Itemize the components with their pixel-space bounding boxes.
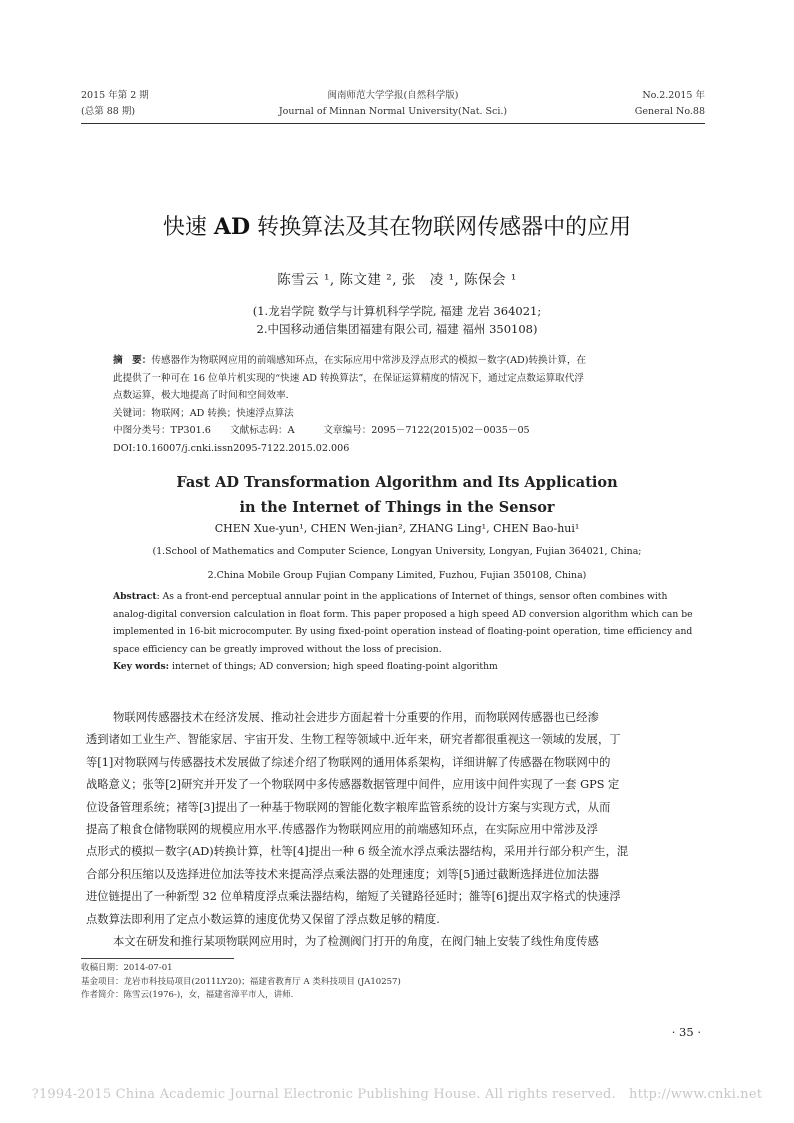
paper-title-cn: 快速 AD 转换算法及其在物联网传感器中的应用	[162, 214, 632, 240]
affiliation-en-1: (1.School of Mathematics and Computer Science, Longyan University, Longyan, Fujian 364021, China;	[152, 546, 642, 557]
journal-name-en: Journal of Minnan Normal University(Nat. Sci.)	[278, 106, 508, 117]
body-line: 点形式的模拟－数字(AD)转换计算，杜等[4]提出一种 6 级全流水浮点乘法器结构，采用并行部分积产生，混	[86, 845, 629, 859]
page-number: · 35 ·	[671, 1025, 701, 1039]
abstract-cn-label: 摘 要：	[113, 355, 152, 366]
authors-cn: 陈雪云 ¹, 陈文建 ², 张 凌 ¹, 陈保会 ¹	[277, 272, 517, 288]
body-text	[86, 707, 711, 953]
issue-number: 2015 年第 2 期	[81, 90, 149, 101]
body-line: 提高了粮食仓储物联网的规模应用水平.传感器作为物联网应用的前端感知环点，在实际应用中常涉及浮	[86, 823, 598, 837]
total-issue-number: (总第 88 期)	[81, 106, 136, 117]
author-bio: 作者简介：陈雪云(1976-)，女，福建省漳平市人，讲师.	[81, 990, 294, 1000]
body-line: 合部分积压缩以及选择进位加法等技术来提高浮点乘法器的处理速度；刘等[5]通过截断选择进位加法器	[86, 867, 600, 881]
body-line: 进位链提出了一种新型 32 位单精度浮点乘法器结构，缩短了关键路径延时；雒等[6]提出双字格式的快速浮	[86, 890, 621, 904]
abstract-cn: 摘 要：传感器作为物联网应用的前端感知环点，在实际应用中常涉及浮点形式的模拟－数字(AD)转换计算，在 此提供了一种可在 16 位单片机实现的“快速 AD 转换算法”，在保证运算精度的情况下，通过定点数运算取代浮 点数运算，极大地提高了时间和空间效率. 关键词：物联网；AD 转换；快速浮点算法 中图分类号：TP301.6 文献标志码：A 文章编号：2095－7122(2015)02－0035－05 DOI:10.16007/j.cnki.issn2095-7122.2015.02.006	[113, 352, 708, 457]
abstract-en-label: Abstract	[113, 591, 157, 602]
footnotes	[81, 962, 401, 1003]
authors-en: CHEN Xue-yun¹, CHEN Wen-jian², ZHANG Ling¹, CHEN Bao-hui¹	[214, 522, 580, 535]
body-line: 点数算法即利用了定点小数运算的速度优势又保留了浮点数足够的精度.	[86, 912, 440, 926]
keywords-cn: 关键词：物联网；AD 转换；快速浮点算法	[113, 407, 294, 419]
body-line: 物联网传感器技术在经济发展、推动社会进步方面起着十分重要的作用，而物联网传感器也已经渗	[113, 711, 599, 724]
affiliation-cn-2: 2.中国移动通信集团福建有限公司, 福建 福州 350108)	[256, 322, 538, 336]
received-date: 收稿日期：2014-07-01	[81, 963, 173, 973]
journal-name-cn: 闽南师范大学学报(自然科学版)	[327, 90, 459, 101]
keywords-en: Key words: internet of things; AD conversion; high speed floating-point algorithm	[113, 661, 498, 673]
affiliation-en-2: 2.China Mobile Group Fujian Company Limited, Fuzhou, Fujian 350108, China)	[207, 570, 587, 581]
paper-title-en: Fast AD Transformation Algorithm and Its Application in the Internet of Things in the Sensor	[176, 474, 618, 516]
body-line: 本文在研发和推行某项物联网应用时，为了检测阀门打开的角度，在阀门轴上安装了线性角度传感	[113, 935, 599, 949]
general-number: General No.88	[634, 106, 705, 117]
body-line: 战略意义；张等[2]研究并开发了一个物联网中多传感器数据管理中间件，应用该中间件实现了一套 GPS 定	[86, 778, 620, 792]
body-line: 位设备管理系统；褚等[3]提出了一种基于物联网的智能化数字粮库监管系统的设计方案与实现方式，从而	[86, 800, 611, 814]
body-line: 透到诸如工业生产、智能家居、宇宙开发、生物工程等领域中.近年来，研究者都很重视这一领域的发展，丁	[86, 733, 621, 747]
classification-line: 中图分类号：TP301.6 文献标志码：A 文章编号：2095－7122(2015)02－0035－05	[113, 425, 530, 436]
doi: DOI:10.16007/j.cnki.issn2095-7122.2015.02.006	[113, 442, 350, 454]
body-line: 等[1]对物联网与传感器技术发展做了综述介绍了物联网的通用体系架构，详细讲解了传感器在物联网中的	[86, 755, 611, 769]
header-rule	[81, 123, 705, 124]
footnote-rule	[81, 958, 234, 959]
issue-number-en: No.2.2015 年	[642, 90, 705, 101]
copyright-watermark: ?1994-2015 China Academic Journal Electronic Publishing House. All rights reserved. http://www.cnki.net	[31, 1087, 763, 1102]
affiliation-cn-1: (1.龙岩学院 数学与计算机科学学院, 福建 龙岩 364021;	[252, 304, 542, 318]
abstract-en: Abstract: As a front-end perceptual annular point in the applications of Internet of things, sensor often combines with analog-digital conversion calculation in float form. This paper proposed a high speed AD conversion algorithm which can be implemented in 16-bit microcomputer. By using fixed-point operation instead of floating-point operation, time efficiency and space efficiency can be greatly improved without the loss of precision. Key words: internet of things; AD conversion; high speed floating-point algorithm	[113, 588, 711, 676]
fund-info: 基金项目：龙岩市科技局项目(2011LY20)；福建省教育厅 A 类科技项目 (JA10257)	[81, 976, 401, 987]
